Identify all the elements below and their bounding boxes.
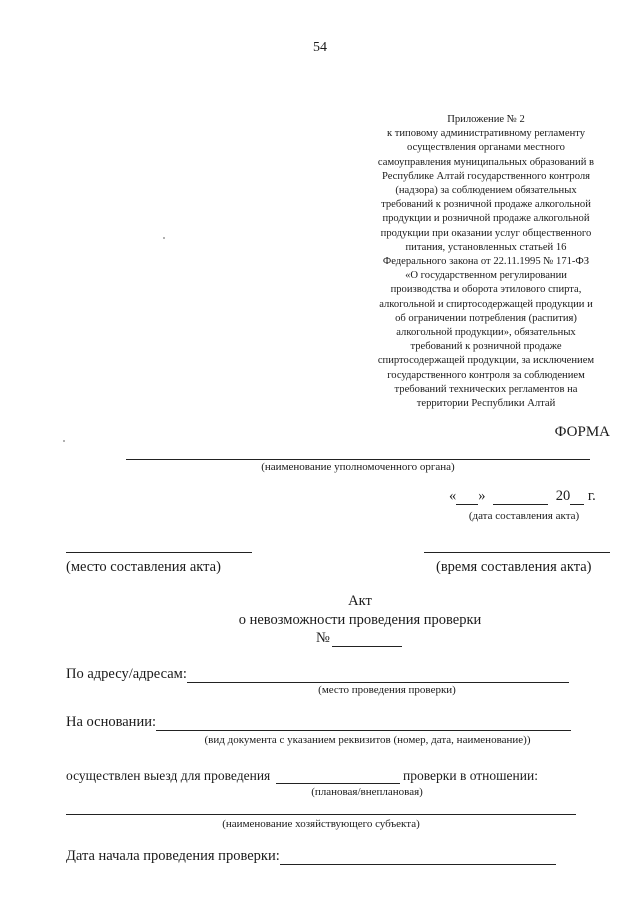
visit-row xyxy=(66,768,538,784)
time-caption: (время составления акта) xyxy=(436,559,592,575)
appendix-line: (надзора) за соблюдением обязательных xyxy=(395,185,577,197)
appendix-line: к типовому административному регламенту xyxy=(386,128,586,140)
entity-caption: (наименование хозяйствующего субъекта) xyxy=(222,818,420,830)
month-field[interactable] xyxy=(493,490,548,505)
appendix-line: Республике Алтай государственного контроля xyxy=(381,170,591,182)
appendix-line: продукции и розничной продаже алкогольной xyxy=(382,213,590,225)
appendix-line: алкогольной и спиртосодержащей продукции и xyxy=(379,298,593,310)
date-line xyxy=(449,488,596,505)
authority-caption: (наименование уполномоченного органа) xyxy=(261,461,455,473)
start-date-row xyxy=(66,848,556,865)
authority-line[interactable] xyxy=(126,459,590,460)
appendix-line: питания, установленных статьей 16 xyxy=(405,241,567,253)
basis-caption: (вид документа с указанием реквизитов (номер, дата, наименование)) xyxy=(204,734,531,746)
year-prefix: 20 xyxy=(555,488,571,504)
appendix-block xyxy=(352,113,620,411)
year-suffix: г. xyxy=(587,488,596,504)
appendix-text xyxy=(352,127,620,411)
day-field[interactable] xyxy=(456,490,478,505)
address-row xyxy=(66,666,569,683)
date-close-quote: » xyxy=(478,488,486,504)
inspection-type-field[interactable] xyxy=(276,769,400,784)
address-caption: (место проведения проверки) xyxy=(318,684,456,696)
visit-text-before: осуществлен выезд для проведения xyxy=(66,768,271,783)
appendix-line: требований к розничной продаже xyxy=(410,341,562,353)
appendix-line: Федерального закона от 22.11.1995 № 171-ФЗ xyxy=(382,256,590,268)
appendix-line: спиртосодержащей продукции, за исключением xyxy=(377,355,595,367)
appendix-line: осуществления органами местного xyxy=(407,142,565,154)
visit-text-after: проверки в отношении: xyxy=(403,768,538,783)
act-number xyxy=(316,630,402,647)
scan-speck xyxy=(63,440,65,442)
appendix-line: требований к розничной продаже алкогольной xyxy=(381,199,591,211)
appendix-line: продукции при оказании услуг общественного xyxy=(380,227,592,239)
act-title: Акт xyxy=(348,593,372,609)
scan-speck xyxy=(163,237,165,239)
place-line[interactable] xyxy=(66,552,252,553)
address-field[interactable] xyxy=(187,668,569,683)
page-number: 54 xyxy=(313,40,327,55)
start-date-label: Дата начала проведения проверки: xyxy=(66,848,280,864)
entity-line[interactable] xyxy=(66,814,576,815)
place-caption: (место составления акта) xyxy=(66,559,221,575)
year-field[interactable] xyxy=(570,490,584,505)
appendix-line: об ограничении потребления (распития) xyxy=(395,312,577,324)
basis-label: На основании: xyxy=(66,714,156,730)
date-open-quote: « xyxy=(449,488,457,504)
appendix-line: самоуправления муниципальных образований в xyxy=(377,156,595,168)
appendix-line: алкогольной продукции», обязательных xyxy=(396,327,576,339)
appendix-line: государственного контроля за соблюдением xyxy=(387,369,585,381)
appendix-line: производства и оборота этилового спирта, xyxy=(390,284,582,296)
appendix-line: требований технических регламентов на xyxy=(394,383,578,395)
basis-row xyxy=(66,714,571,731)
appendix-line: территории Республики Алтай xyxy=(416,398,556,410)
basis-field[interactable] xyxy=(156,716,571,731)
time-line[interactable] xyxy=(424,552,610,553)
address-label: По адресу/адресам: xyxy=(66,666,187,682)
inspection-type-caption: (плановая/внеплановая) xyxy=(311,786,423,798)
form-label: ФОРМА xyxy=(554,424,610,440)
appendix-line: «О государственном регулировании xyxy=(405,270,567,282)
appendix-title: Приложение № 2 xyxy=(447,114,525,125)
act-number-prefix: № xyxy=(316,630,330,646)
act-number-field[interactable] xyxy=(332,632,402,647)
act-subtitle: о невозможности проведения проверки xyxy=(238,612,482,628)
date-caption: (дата составления акта) xyxy=(468,510,580,522)
start-date-field[interactable] xyxy=(280,850,556,865)
